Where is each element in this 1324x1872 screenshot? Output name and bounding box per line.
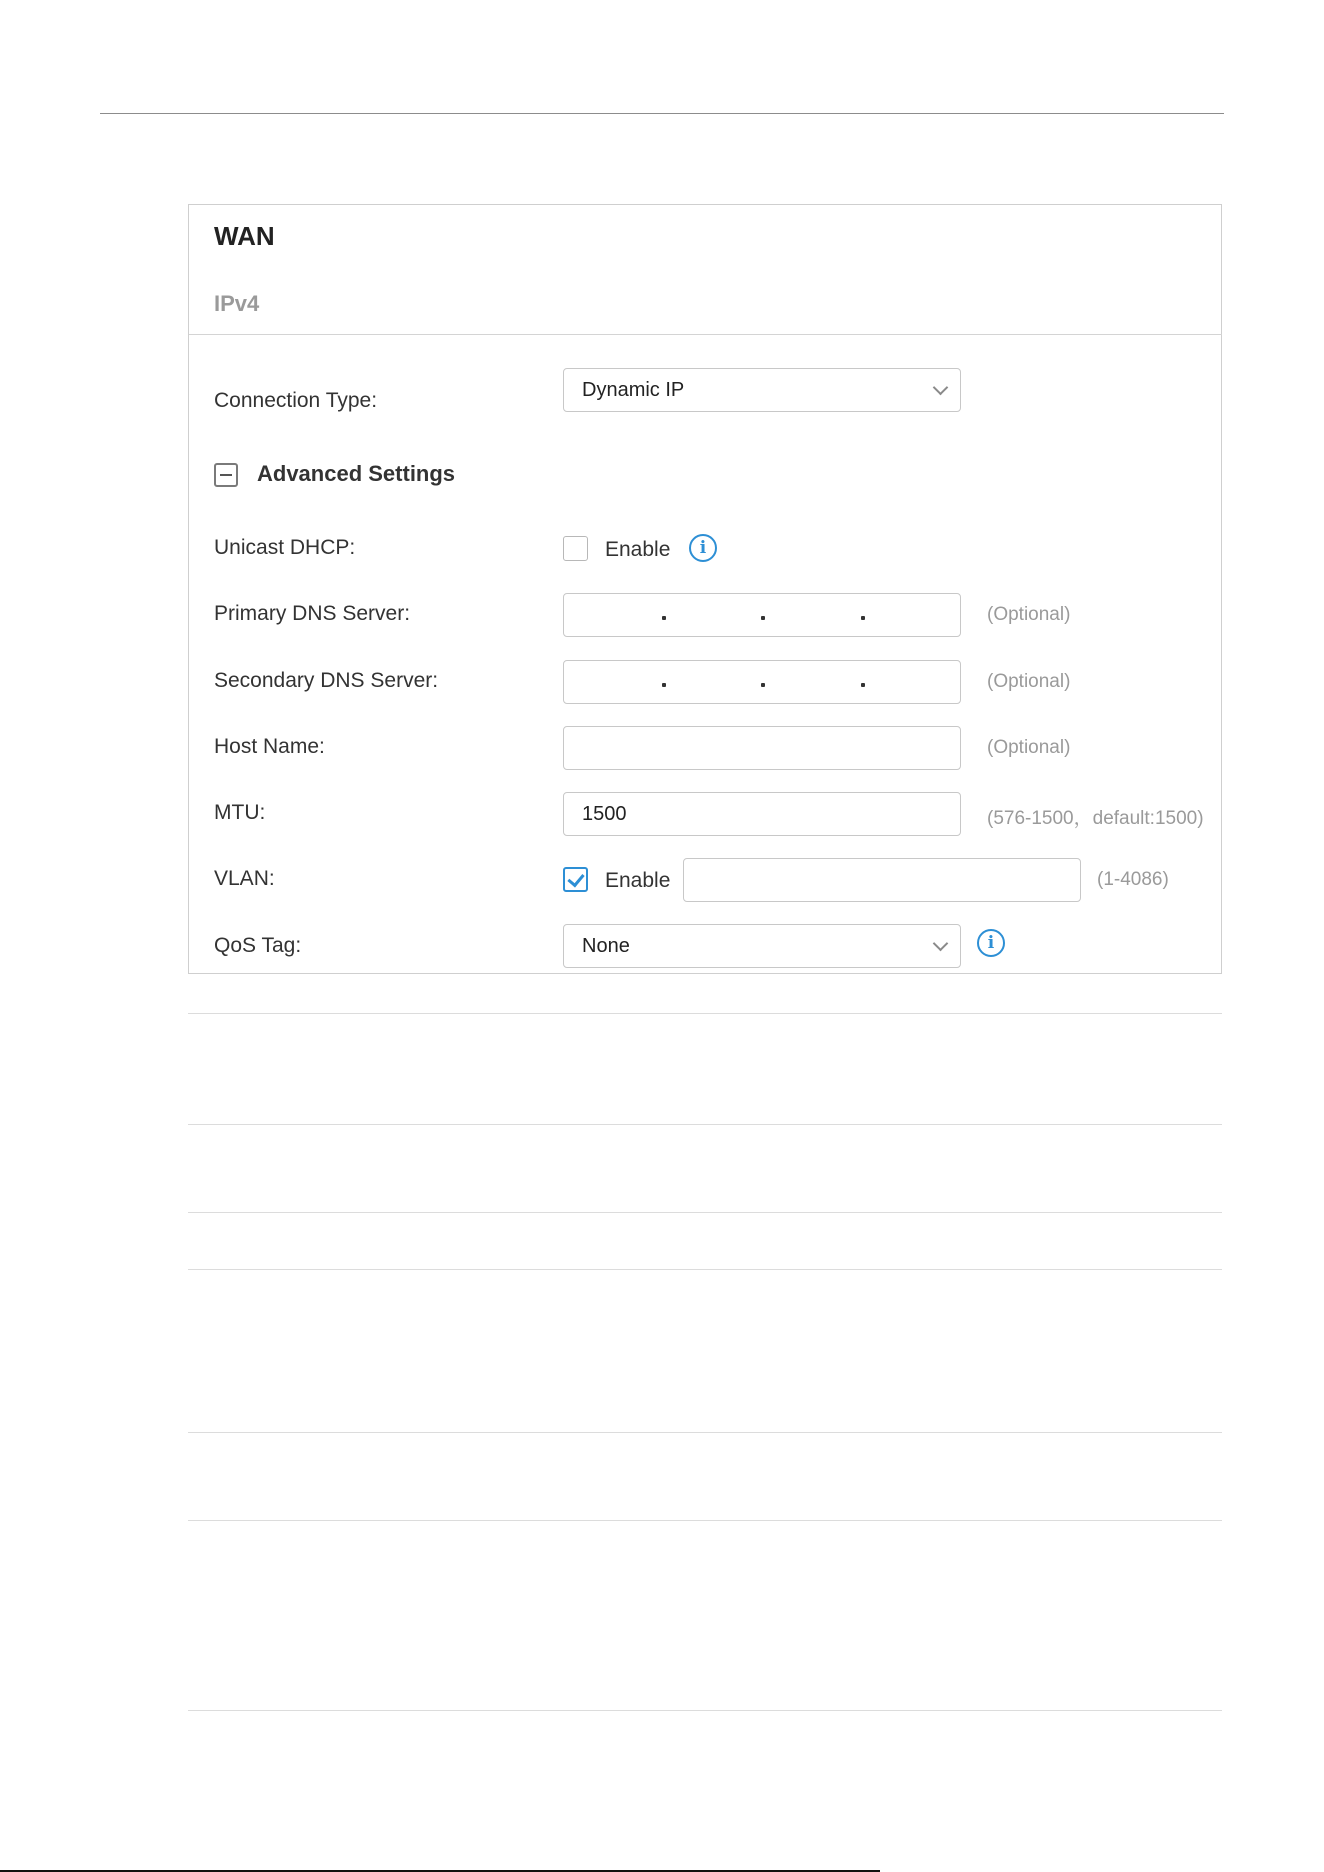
unicast-dhcp-label: Unicast DHCP: bbox=[214, 536, 356, 559]
secondary-dns-input[interactable] bbox=[563, 660, 961, 704]
host-name-input[interactable] bbox=[563, 726, 961, 770]
ip-separator bbox=[662, 616, 666, 620]
unicast-dhcp-checkbox[interactable] bbox=[563, 536, 588, 561]
vlan-hint: (1-4086) bbox=[1097, 869, 1169, 890]
table-divider bbox=[188, 1124, 1222, 1125]
wan-settings-panel bbox=[188, 204, 1222, 974]
table-divider bbox=[188, 1710, 1222, 1711]
section-divider bbox=[189, 334, 1222, 335]
vlan-enable-checkbox[interactable] bbox=[563, 867, 588, 892]
secondary-dns-hint: (Optional) bbox=[987, 671, 1071, 692]
minus-square-icon[interactable] bbox=[214, 463, 238, 487]
qos-tag-select[interactable] bbox=[563, 924, 961, 968]
qos-tag-label: QoS Tag: bbox=[214, 934, 302, 957]
info-icon[interactable]: i bbox=[977, 929, 1005, 957]
mtu-input[interactable] bbox=[563, 792, 961, 836]
ip-separator bbox=[861, 683, 865, 687]
table-divider bbox=[188, 1013, 1222, 1014]
connection-type-value: Dynamic IP bbox=[582, 379, 685, 401]
table-divider bbox=[188, 1432, 1222, 1433]
table-divider bbox=[188, 1269, 1222, 1270]
connection-type-label: Connection Type: bbox=[214, 389, 378, 412]
panel-title: WAN bbox=[214, 221, 275, 251]
primary-dns-hint: (Optional) bbox=[987, 604, 1071, 625]
ip-separator bbox=[662, 683, 666, 687]
connection-type-select[interactable] bbox=[563, 368, 961, 412]
table-divider bbox=[188, 1212, 1222, 1213]
advanced-settings-toggle[interactable]: Advanced Settings bbox=[257, 461, 456, 486]
unicast-dhcp-enable-label: Enable bbox=[605, 538, 671, 561]
host-name-label: Host Name: bbox=[214, 735, 325, 758]
section-label-ipv4: IPv4 bbox=[214, 291, 260, 316]
mtu-hint: (576-1500，default:1500) bbox=[987, 808, 1204, 829]
info-icon[interactable]: i bbox=[689, 534, 717, 562]
mtu-label: MTU: bbox=[214, 801, 266, 824]
secondary-dns-label: Secondary DNS Server: bbox=[214, 669, 439, 692]
chevron-down-icon bbox=[933, 936, 949, 952]
qos-tag-value: None bbox=[582, 935, 630, 957]
table-divider bbox=[188, 1520, 1222, 1521]
primary-dns-input[interactable] bbox=[563, 593, 961, 637]
ip-separator bbox=[761, 616, 765, 620]
primary-dns-label: Primary DNS Server: bbox=[214, 602, 411, 625]
host-name-hint: (Optional) bbox=[987, 737, 1071, 758]
ip-separator bbox=[861, 616, 865, 620]
vlan-id-input[interactable] bbox=[683, 858, 1081, 902]
vlan-label: VLAN: bbox=[214, 867, 275, 890]
mtu-value: 1500 bbox=[582, 803, 627, 825]
vlan-enable-label: Enable bbox=[605, 869, 671, 892]
ip-separator bbox=[761, 683, 765, 687]
chevron-down-icon bbox=[933, 380, 949, 396]
page-header-rule bbox=[100, 113, 1224, 114]
